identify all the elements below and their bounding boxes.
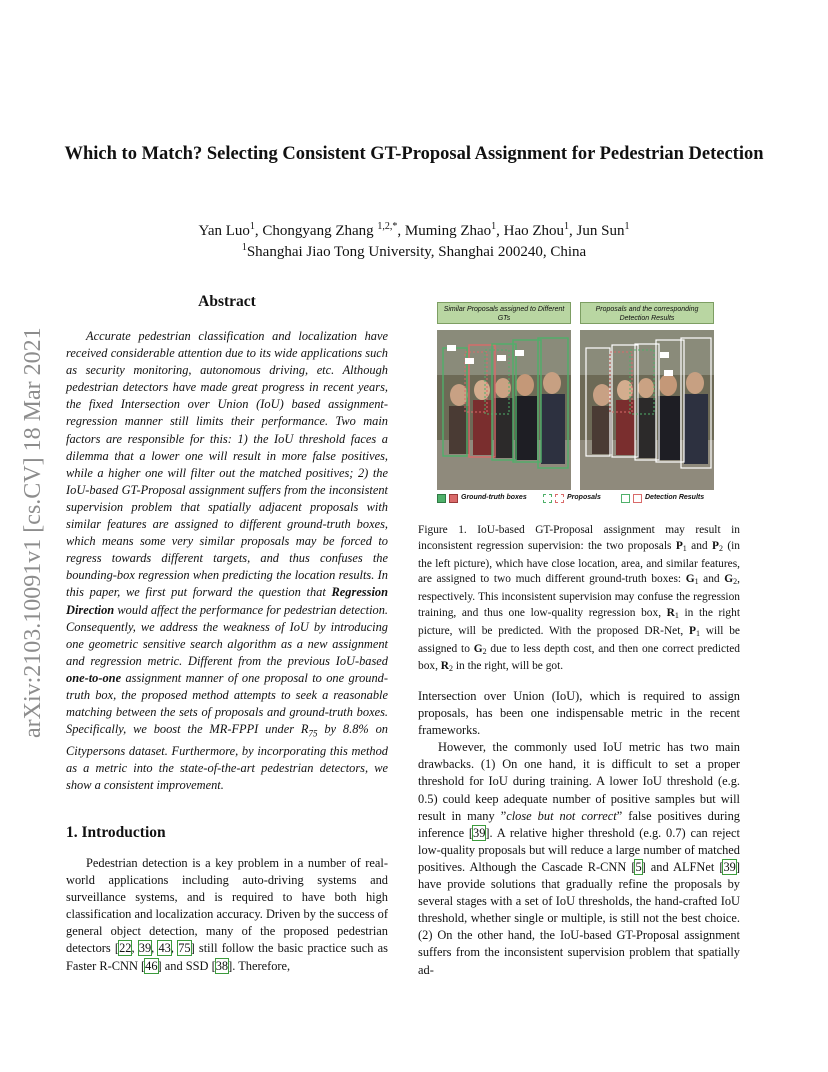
caption-math-sub: 2 xyxy=(449,664,454,674)
author-name: Muming Zhao xyxy=(404,223,492,239)
paragraph-part: ” false positives during inference [ xyxy=(418,808,740,840)
abstract-part: assignment manner of one proposal to one ground-truth box, the proposed method attempts to seek a reasonable matching between the sets of proposals and ground-truth boxes. Specifically, we boost the MR-FPPI under R xyxy=(66,670,388,737)
citation-link[interactable]: 39 xyxy=(723,859,736,874)
left-panel-header: Similar Proposals assigned to Different GTs xyxy=(437,302,571,324)
caption-part: and xyxy=(698,573,725,586)
red-swatch xyxy=(449,494,458,503)
caption-math: P xyxy=(689,624,696,637)
legend-label: Detection Results xyxy=(645,494,705,501)
legend-ground-truth xyxy=(437,492,527,504)
caption-math-sub: 2 xyxy=(482,646,487,656)
right-column-text xyxy=(418,688,740,979)
citation-link[interactable]: 46 xyxy=(145,958,158,973)
caption-math: P xyxy=(711,539,719,552)
intro-part: Pedestrian detection is a key problem in a number of real-world applications including auto-driving systems and surveillance systems, and is required to have both high classification and localization accuracy. Driven by the success of general object detection, many of the proposed pedestrian detectors [ xyxy=(66,856,388,956)
caption-part: in the right picture, will be predicted. With the proposed DR-Net, xyxy=(418,606,740,637)
intro-part: ] and SSD [ xyxy=(157,958,216,973)
figure-1 xyxy=(437,302,717,504)
paragraph-part: ] and ALFNet [ xyxy=(641,859,724,874)
abstract-part: by 8.8% on Citypersons dataset. Furthermore, by incorporating this method as a metric into the state-of-the-art pedestrian detectors, we show a consistent improvement. xyxy=(66,722,388,792)
author-affil-mark: 1 xyxy=(491,221,497,232)
caption-part: , respectively. This inconsistent supervision may confuse the regression training, and thus one low-quality regression box, xyxy=(418,573,740,619)
author-name: Jun Sun xyxy=(576,223,625,239)
caption-math: R xyxy=(666,606,675,619)
caption-part: in the right, will be got. xyxy=(453,660,564,673)
affiliation-text: Shanghai Jiao Tong University, Shanghai 200240, China xyxy=(246,244,587,260)
affiliation xyxy=(60,238,768,262)
pedestrian-photo-left xyxy=(437,330,571,490)
paragraph-part: ] have provide solutions that gradually refine the proposals by several stages with a set of IoU thresholds, the hand-crafted IoU threshold, whether single or multiple, is still not the best choice. (2) On the other hand, the IoU-based GT-Proposal assignment suffers from the inconsistent supervision problem that spatially ad- xyxy=(418,859,740,977)
paragraph-part: ]. A relative higher threshold (e.g. 0.7) can reject low-quality proposals but will reduce a large number of matched positives. Although the Cascade R-CNN [ xyxy=(418,825,740,874)
paragraph-part: However, the commonly used IoU metric has two main drawbacks. (1) On one hand, it is difficult to set a proper threshold for IoU during training. A lower IoU threshold (e.g. 0.5) could keep adequate number of positive samples but will result in many ” xyxy=(418,740,740,823)
arxiv-id-text: arXiv:2103.10091v1 [cs.CV] 18 Mar 2021 xyxy=(20,327,46,738)
abstract-subscript: 75 xyxy=(308,728,318,739)
legend-proposals xyxy=(543,492,601,504)
caption-math: G xyxy=(685,573,695,586)
citation-link[interactable]: 39 xyxy=(473,825,486,840)
arxiv-identifier-stamp[interactable] xyxy=(8,250,48,750)
legend-label: Proposals xyxy=(567,494,601,501)
caption-math-sub: 1 xyxy=(682,543,687,553)
abstract-heading: Abstract xyxy=(198,293,256,310)
caption-part: Figure 1. IoU-based GT-Proposal assignment may result in inconsistent regression supervision: the two proposals xyxy=(418,524,740,552)
citation-link[interactable]: 5 xyxy=(635,859,642,874)
author-affil-mark: 1,2,* xyxy=(377,221,398,232)
caption-part: due to less depth cost, and then one correct predicted box, xyxy=(418,642,740,673)
caption-part: (in the left picture), which have close location, area, and similar features, are assigned to two much different ground-truth boxes: xyxy=(418,539,740,586)
paragraph xyxy=(418,739,740,978)
affiliation-mark: 1 xyxy=(241,242,247,253)
abstract-emphasis: Regression Direction xyxy=(66,585,388,617)
intro-part: ] still follow the basic practice such as Faster R-CNN [ xyxy=(66,941,388,973)
figure-right-panel xyxy=(580,302,714,492)
abstract-part: Accurate pedestrian classification and localization have received considerable attention due to its wide applications such as security monitoring, autonomous driving, etc. Although pedestrian detectors have made great progress in recent years, the fixed Intersection over Union (IoU) based assignment-regression manner still limits their performance. Two main factors are responsible for this: 1) the IoU threshold faces a dilemma that a lower one will result in more false positives, while a higher one will filter out the matched positives; 2) the IoU-based GT-Proposal assignment suffers from the inconsistent supervision problem that spatially adjacent proposals with similar features are assigned to different ground-truth boxes, which means some very similar proposals may be forced to regress towards different targets, and thus confuses the bounding-box regression when predicting the location results. In this paper, we first put forward the question that xyxy=(66,329,388,600)
green-swatch xyxy=(437,494,446,503)
author-list: Yan Luo$^1$, Chongyang Zhang $^{1,2,*}$, Muming Zhao$^1$, Hao Zhou$^1$, Jun Sun$^1$ xyxy=(198,221,630,239)
author-name: Hao Zhou xyxy=(503,223,565,239)
intro-part: ]. Therefore, xyxy=(228,958,291,973)
caption-math-sub: 2 xyxy=(733,577,738,587)
section-heading-introduction: 1. Introduction xyxy=(66,824,166,841)
author-name: Yan Luo xyxy=(198,223,250,239)
abstract-emphasis: one-to-one xyxy=(66,670,122,685)
paragraph: Intersection over Union (IoU), which is required to assign proposals, has been one indispensable metric in the recent frameworks. xyxy=(418,689,740,738)
author-affil-mark: 1 xyxy=(564,221,570,232)
legend-label: Ground-truth boxes xyxy=(461,494,527,501)
caption-math-sub: 2 xyxy=(718,543,723,553)
figure-legend xyxy=(437,492,717,504)
paper-title: Which to Match? Selecting Consistent GT-Proposal Assignment for Pedestrian Detection xyxy=(64,144,764,164)
figure-1-caption xyxy=(418,523,740,677)
caption-math-sub: 1 xyxy=(694,577,699,587)
red-dashed-swatch xyxy=(555,494,564,503)
green-dashed-swatch xyxy=(543,494,552,503)
figure-left-panel xyxy=(437,302,571,492)
citation-link[interactable]: 38 xyxy=(215,958,229,973)
green-outline-swatch xyxy=(621,494,630,503)
introduction-text: Pedestrian detection is a key problem in a number of real-world applications including auto-driving systems and surveillance systems, and is required to have both high classification and localization accuracy. Driven by the success of general object detection, many of the proposed pedestrian detectors [22, 39, 43, 75] still follow the basic practice such as Faster R-CNN [46] and SSD [38]. Therefore, xyxy=(66,856,388,973)
caption-math: P xyxy=(675,539,683,552)
pedestrian-photo-right xyxy=(580,330,714,490)
citation-link[interactable]: 75 xyxy=(178,941,191,956)
citation-link[interactable]: 22 xyxy=(119,941,132,956)
red-outline-swatch xyxy=(633,494,642,503)
legend-detection-results xyxy=(621,492,704,504)
author-affil-mark: 1 xyxy=(624,221,630,232)
citation-link[interactable]: 39 xyxy=(138,941,152,956)
caption-math: R xyxy=(440,660,450,673)
caption-math: G xyxy=(724,573,734,586)
author-name: Chongyang Zhang xyxy=(262,223,374,239)
paragraph-emphasis: close but not correct xyxy=(506,808,617,823)
caption-math-sub: 1 xyxy=(674,610,679,620)
abstract-text xyxy=(66,328,388,794)
caption-math-sub: 1 xyxy=(695,628,700,638)
caption-part: and xyxy=(686,539,712,552)
abstract-part: would affect the performance for pedestrian detection. Consequently, we address the weakness of IoU by introducing one geometric sensitive search algorithm as a new assignment and regression metric. Different from the previous IoU-based xyxy=(66,602,388,668)
citation-link[interactable]: 43 xyxy=(158,941,171,956)
caption-math: G xyxy=(473,642,483,655)
caption-part: will be assigned to xyxy=(418,624,740,655)
author-affil-mark: 1 xyxy=(249,221,255,232)
right-panel-header: Proposals and the corresponding Detection Results xyxy=(580,302,714,324)
